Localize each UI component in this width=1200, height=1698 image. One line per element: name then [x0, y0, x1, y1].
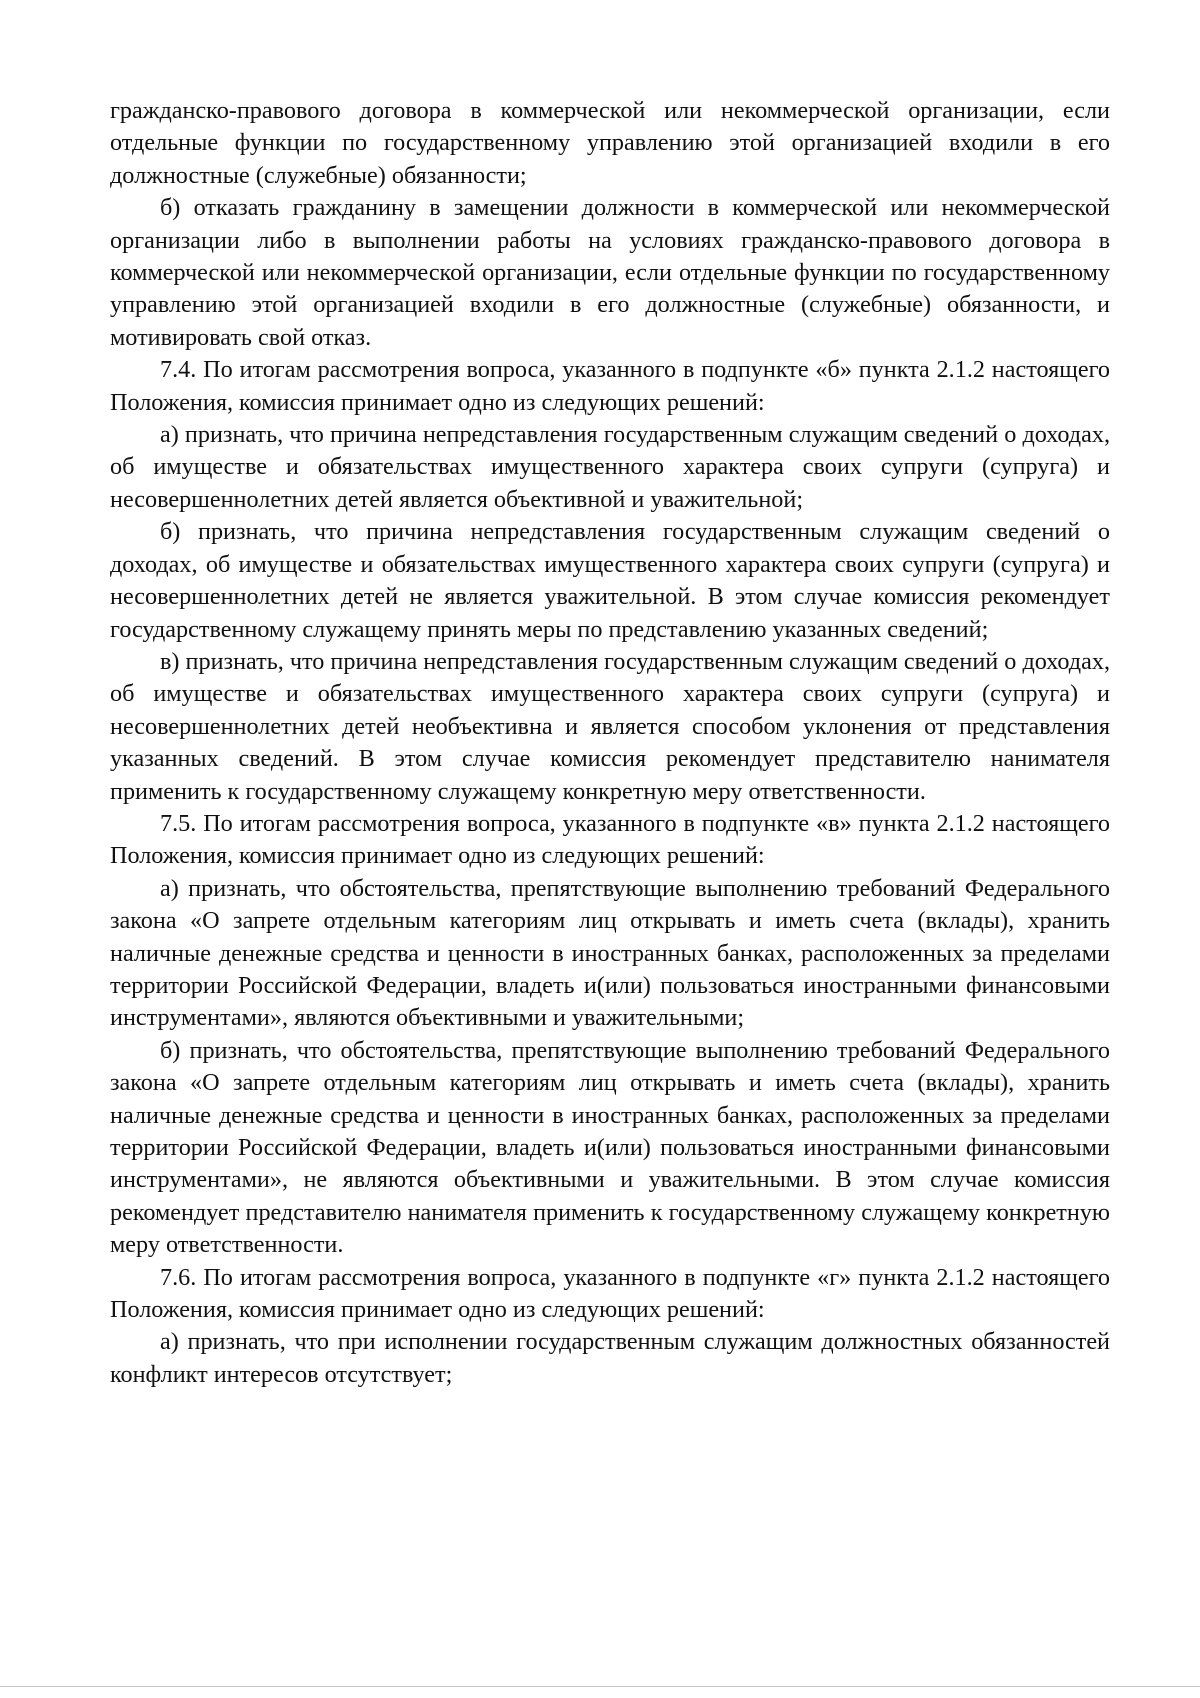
paragraph-7-4: 7.4. По итогам рассмотрения вопроса, указанного в подпункте «б» пункта 2.1.2 настоящего Положения, комиссия принимает одно из следующих решений:	[110, 356, 1110, 416]
page-bottom-divider	[0, 1686, 1200, 1687]
paragraph-7-4-a: а) признать, что причина непредставления государственным служащим сведений о доходах, об имуществе и обязательствах имущественного характера своих супруги (супруга) и несовершеннолетних детей является объективной и уважительной;	[110, 421, 1110, 513]
paragraph-7-5: 7.5. По итогам рассмотрения вопроса, указанного в подпункте «в» пункта 2.1.2 настоящего Положения, комиссия принимает одно из следующих решений:	[110, 809, 1110, 870]
paragraph-7-6-a: а) признать, что при исполнении государственным служащим должностных обязанностей конфликт интересов отсутствует;	[110, 1328, 1110, 1388]
paragraph-7-4-b: б) признать, что причина непредставления государственным служащим сведений о доходах, об имуществе и обязательствах имущественного характера своих супруги (супруга) и несовершеннолетних детей не является уважительной. В этом случае комиссия рекомендует государственному служащему принять меры по представлению указанных сведений;	[110, 518, 1110, 643]
paragraph-7-5-b: б) признать, что обстоятельства, препятствующие выполнению требований Федерального закона «О запрете отдельным категориям лиц открывать и иметь счета (вклады), хранить наличные денежные средства и ценности в иностранных банках, расположенных за пределами территории Российской Федерации, владеть и(или) пользоваться иностранными финансовыми инструментами», не являются объективными и уважительными. В этом случае комиссия рекомендует представителю нанимателя применить к государственному служащему конкретную меру ответственности.	[110, 1036, 1110, 1259]
document-body	[110, 95, 1110, 1391]
paragraph-continuation: гражданско-правового договора в коммерческой или некоммерческой организации, если отдельные функции по государственному управлению этой организацией входили в его должностные (служебные) обязанности;	[110, 97, 1110, 189]
paragraph-7-6: 7.6. По итогам рассмотрения вопроса, указанного в подпункте «г» пункта 2.1.2 настоящего Положения, комиссия принимает одно из следующих решений:	[110, 1263, 1110, 1324]
paragraph-7-4-v: в) признать, что причина непредставления государственным служащим сведений о доходах, об имуществе и обязательствах имущественного характера своих супруги (супруга) и несовершеннолетних детей необъективна и является способом уклонения от представления указанных сведений. В этом случае комиссия рекомендует представителю нанимателя применить к государственному служащему конкретную меру ответственности.	[110, 647, 1110, 805]
paragraph-7-5-a: а) признать, что обстоятельства, препятствующие выполнению требований Федерального закона «О запрете отдельным категориям лиц открывать и иметь счета (вклады), хранить наличные денежные средства и ценности в иностранных банках, расположенных за пределами территории Российской Федерации, владеть и(или) пользоваться иностранными финансовыми инструментами», являются объективными и уважительными;	[110, 874, 1110, 1032]
paragraph-7-3-b: б) отказать гражданину в замещении должности в коммерческой или некоммерческой организации либо в выполнении работы на условиях гражданско-правового договора в коммерческой или некоммерческой организации, если отдельные функции по государственному управлению этой организацией входили в его должностные (служебные) обязанности, и мотивировать свой отказ.	[110, 194, 1110, 351]
